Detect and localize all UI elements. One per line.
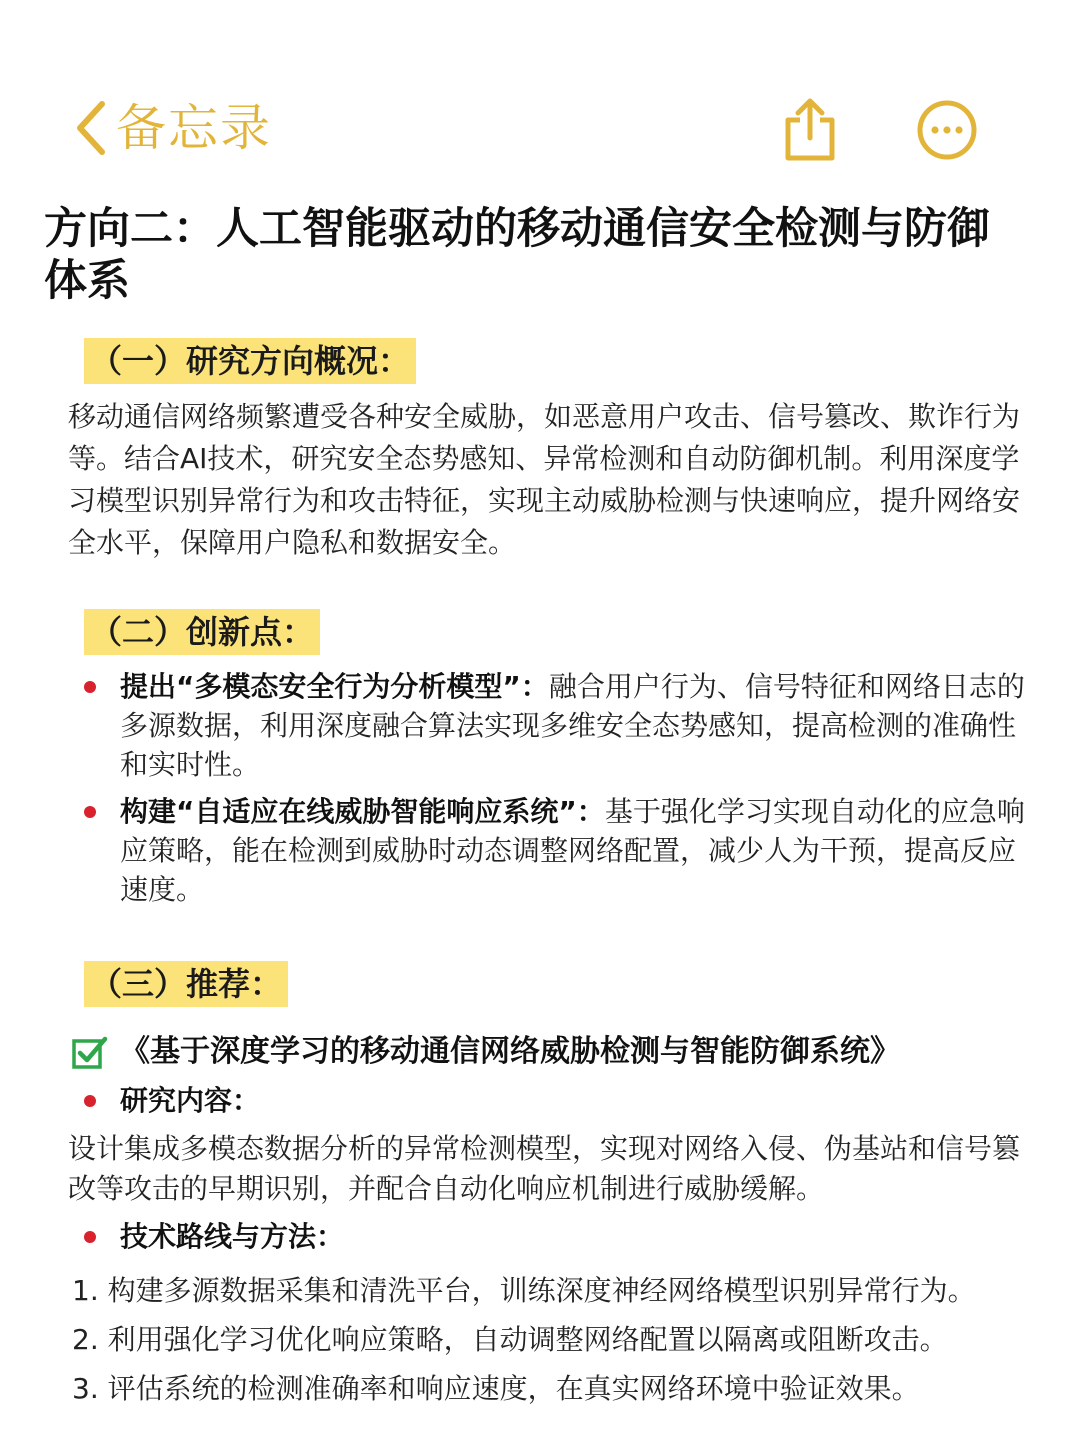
note-title: 方向二：人工智能驱动的移动通信安全检测与防御体系 (44, 204, 990, 306)
bullet-dot-icon (84, 1095, 96, 1107)
section-heading-recommend: （三）推荐： (84, 961, 288, 1007)
list-item: 3. 评估系统的检测准确率和响应速度，在真实网络环境中验证效果。 (72, 1372, 920, 1405)
list-item: 2. 利用强化学习优化响应策略，自动调整网络配置以隔离或阻断攻击。 (72, 1323, 948, 1356)
method-label: 技术路线与方法： (120, 1220, 345, 1253)
bullet-dot-icon (84, 1231, 96, 1243)
bullet-dot-icon (84, 681, 96, 693)
research-content-subhead (84, 1081, 260, 1121)
innovation-item (84, 667, 1038, 784)
research-content-label: 研究内容： (120, 1084, 261, 1117)
checkbox-checked-icon (72, 1035, 108, 1069)
nav-bar (0, 0, 1080, 190)
list-item: 1. 构建多源数据采集和清洗平台，训练深度神经网络模型识别异常行为。 (72, 1274, 976, 1307)
innovation-item-title: 构建“自适应在线威胁智能响应系统”： (120, 795, 605, 828)
innovation-item-title: 提出“多模态安全行为分析模型”： (120, 670, 549, 703)
innovation-item-text: 基于强化学习实现自动化的应急响应策略，能在检测到威胁时动态调整网络配置，减少人为干预，提高反应速度。 (120, 795, 1025, 906)
overview-paragraph: 移动通信网络频繁遭受各种安全威胁，如恶意用户攻击、信号篡改、欺诈行为等。结合AI技术，研究安全态势感知、异常检测和自动防御机制。利用深度学习模型识别异常行为和攻击特征，实现主动威胁检测与快速响应，提升网络安全水平，保障用户隐私和数据安全。 (68, 400, 1021, 559)
section-heading-innovation: （二）创新点： (84, 609, 320, 655)
recommend-title-text: 《基于深度学习的移动通信网络威胁检测与智能防御系统》 (120, 1034, 900, 1069)
innovation-item-text: 融合用户行为、信号特征和网络日志的多源数据，利用深度融合算法实现多维安全态势感知，提高检测的准确性和实时性。 (120, 670, 1025, 781)
share-icon (780, 96, 840, 162)
bullet-dot-icon (84, 806, 96, 818)
research-content-paragraph: 设计集成多模态数据分析的异常检测模型，实现对网络入侵、伪基站和信号篡改等攻击的早期识别，并配合自动化响应机制进行威胁缓解。 (68, 1132, 1021, 1205)
method-subhead (84, 1217, 344, 1257)
share-button[interactable] (780, 96, 840, 162)
recommend-title (72, 1030, 900, 1074)
back-button[interactable] (72, 98, 272, 158)
section-heading-overview: （一）研究方向概况： (84, 338, 416, 384)
back-label: 备忘录 (116, 99, 272, 157)
more-icon (916, 99, 978, 161)
innovation-item (84, 792, 1038, 909)
more-button[interactable] (916, 99, 978, 161)
chevron-left-icon (72, 98, 108, 158)
method-steps-list (72, 1266, 1032, 1413)
